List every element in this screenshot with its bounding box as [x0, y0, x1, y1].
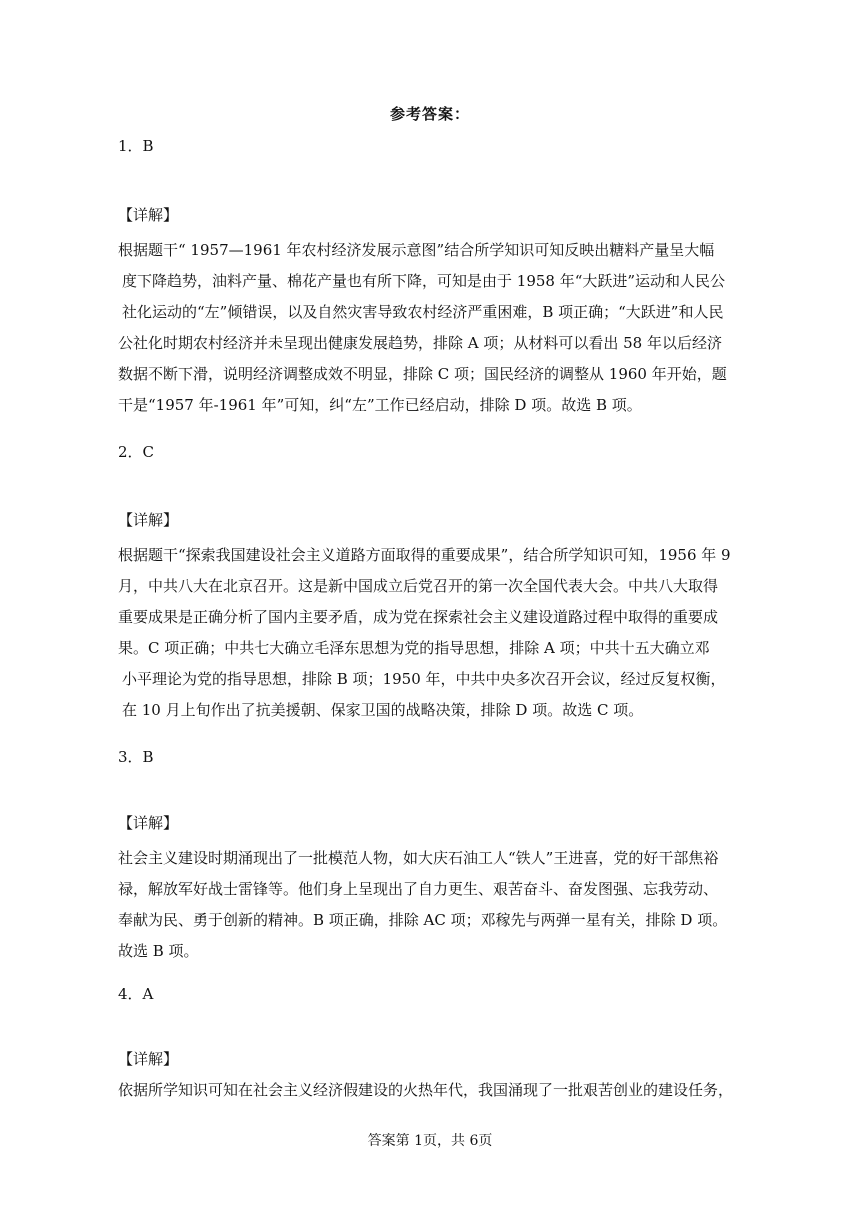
answer-2-line-5: 小平理论为党的指导思想，排除 B 项；1950 年，中共中央多次召开会议，经过反复权衡， [122, 670, 726, 688]
answer-3-detail-header: 【详解】 [118, 814, 179, 832]
answer-4-line-1: 依据所学知识可知在社会主义经济假建设的火热年代，我国涌现了一批艰苦创业的建设任务， [118, 1081, 734, 1099]
answer-2-line-3: 重要成果是正确分析了国内主要矛盾，成为党在探索社会主义建设道路过程中取得的重要成 [118, 608, 719, 626]
answer-1-line-6: 干是“1957 年-1961 年”可知，纠“左”工作已经启动，排除 D 项。故选 B 项。 [118, 396, 642, 414]
answer-1-line-4: 公社化时期农村经济并未呈现出健康发展趋势，排除 A 项；从材料可以看出 58 年以后经济 [118, 334, 722, 352]
answer-1-line-1: 根据题干“ 1957—1961 年农村经济发展示意图”结合所学知识可知反映出糖料产量呈大幅 [118, 241, 715, 259]
answer-number-1: 1．B [118, 137, 154, 155]
page-title: 参考答案： [389, 105, 470, 123]
answer-2-line-4: 果。C 项正确；中共七大确立毛泽东思想为党的指导思想，排除 A 项；中共十五大确立邓 [118, 639, 710, 657]
answer-2-detail-header: 【详解】 [118, 511, 179, 529]
answer-4-detail-header: 【详解】 [118, 1050, 179, 1068]
answer-3-line-4: 故选 B 项。 [118, 942, 199, 960]
answer-1-line-3: 社化运动的“左”倾错误，以及自然灾害导致农村经济严重困难，B 项正确；“大跃进”和人民 [122, 303, 724, 321]
answer-2-line-1: 根据题干“探索我国建设社会主义道路方面取得的重要成果”，结合所学知识可知，1956 年 9 [118, 546, 731, 564]
answer-3-line-3: 奉献为民、勇于创新的精神。B 项正确，排除 AC 项；邓稼先与两弹一星有关，排除 D 项。 [118, 911, 728, 929]
page-footer: 答案第 1页，共 6页 [367, 1133, 493, 1149]
answer-1-line-2: 度下降趋势，油料产量、棉花产量也有所下降，可知是由于 1958 年“大跃进”运动和人民公 [122, 272, 726, 290]
answer-number-3: 3．B [118, 748, 154, 766]
answer-1-detail-header: 【详解】 [118, 206, 179, 224]
answer-2-line-2: 月，中共八大在北京召开。这是新中国成立后党召开的第一次全国代表大会。中共八大取得 [118, 577, 719, 595]
answer-2-line-6: 在 10 月上旬作出了抗美援朝、保家卫国的战略决策，排除 D 项。故选 C 项。 [122, 701, 644, 719]
answer-number-2: 2．C [118, 443, 155, 461]
answer-number-4: 4．A [118, 985, 154, 1003]
answer-3-line-2: 禄，解放军好战士雷锋等。他们身上呈现出了自力更生、艰苦奋斗、奋发图强、忘我劳动、 [118, 880, 719, 898]
answer-3-line-1: 社会主义建设时期涌现出了一批模范人物，如大庆石油工人“铁人”王进喜，党的好干部焦裕 [118, 849, 719, 867]
answer-1-line-5: 数据不断下滑，说明经济调整成效不明显，排除 C 项；国民经济的调整从 1960 年开始，题 [118, 365, 727, 383]
